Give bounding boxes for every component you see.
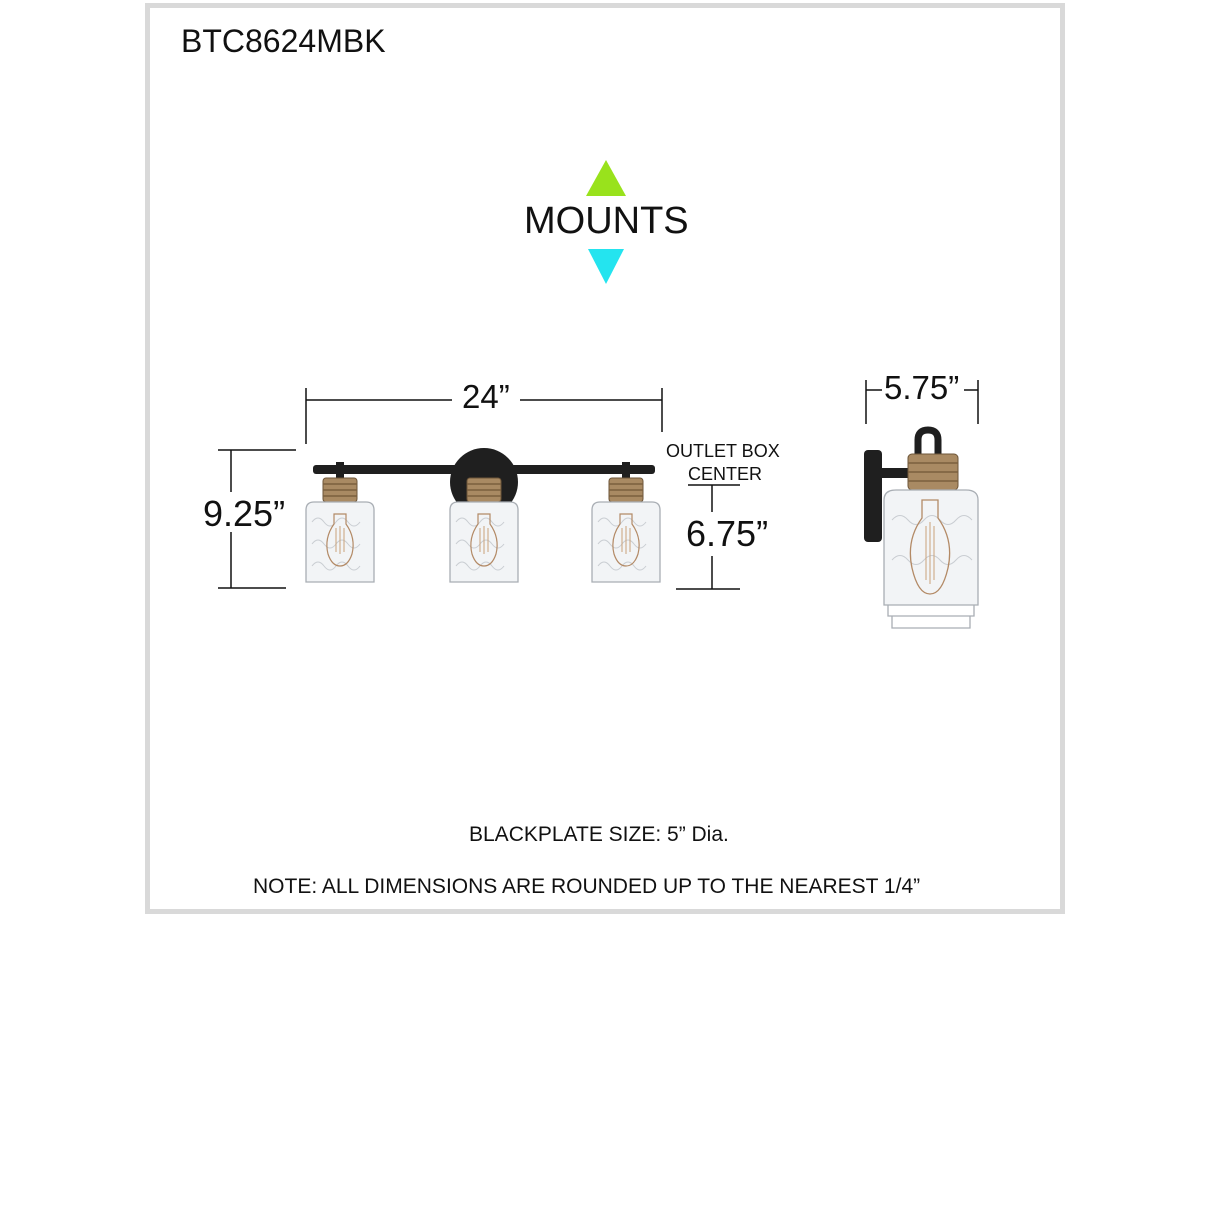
outlet-height-dimension: 6.75” (686, 513, 769, 554)
fixture-front-view (306, 448, 660, 582)
height-dimension: 9.25” (203, 493, 286, 534)
outlet-box-label: OUTLET BOX (666, 441, 780, 461)
outlet-center-label: CENTER (688, 464, 763, 484)
width-dimension-line (306, 388, 662, 444)
extension-dimension: 5.75” (884, 369, 960, 406)
mount-down-arrow-icon (588, 249, 624, 284)
extension-dimension-line (866, 380, 978, 424)
dimensions-note: NOTE: ALL DIMENSIONS ARE ROUNDED UP TO THE NEAREST 1/4” (253, 875, 921, 898)
fixture-side-view (864, 430, 978, 628)
width-dimension: 24” (462, 378, 510, 415)
outlet-height-dimension-line (676, 485, 740, 589)
mount-up-arrow-icon (586, 160, 626, 196)
mounts-label: MOUNTS (524, 200, 689, 242)
backplate-size-text: BLACKPLATE SIZE: 5” Dia. (469, 823, 729, 846)
model-number: BTC8624MBK (181, 23, 386, 59)
height-dimension-line (218, 450, 296, 588)
